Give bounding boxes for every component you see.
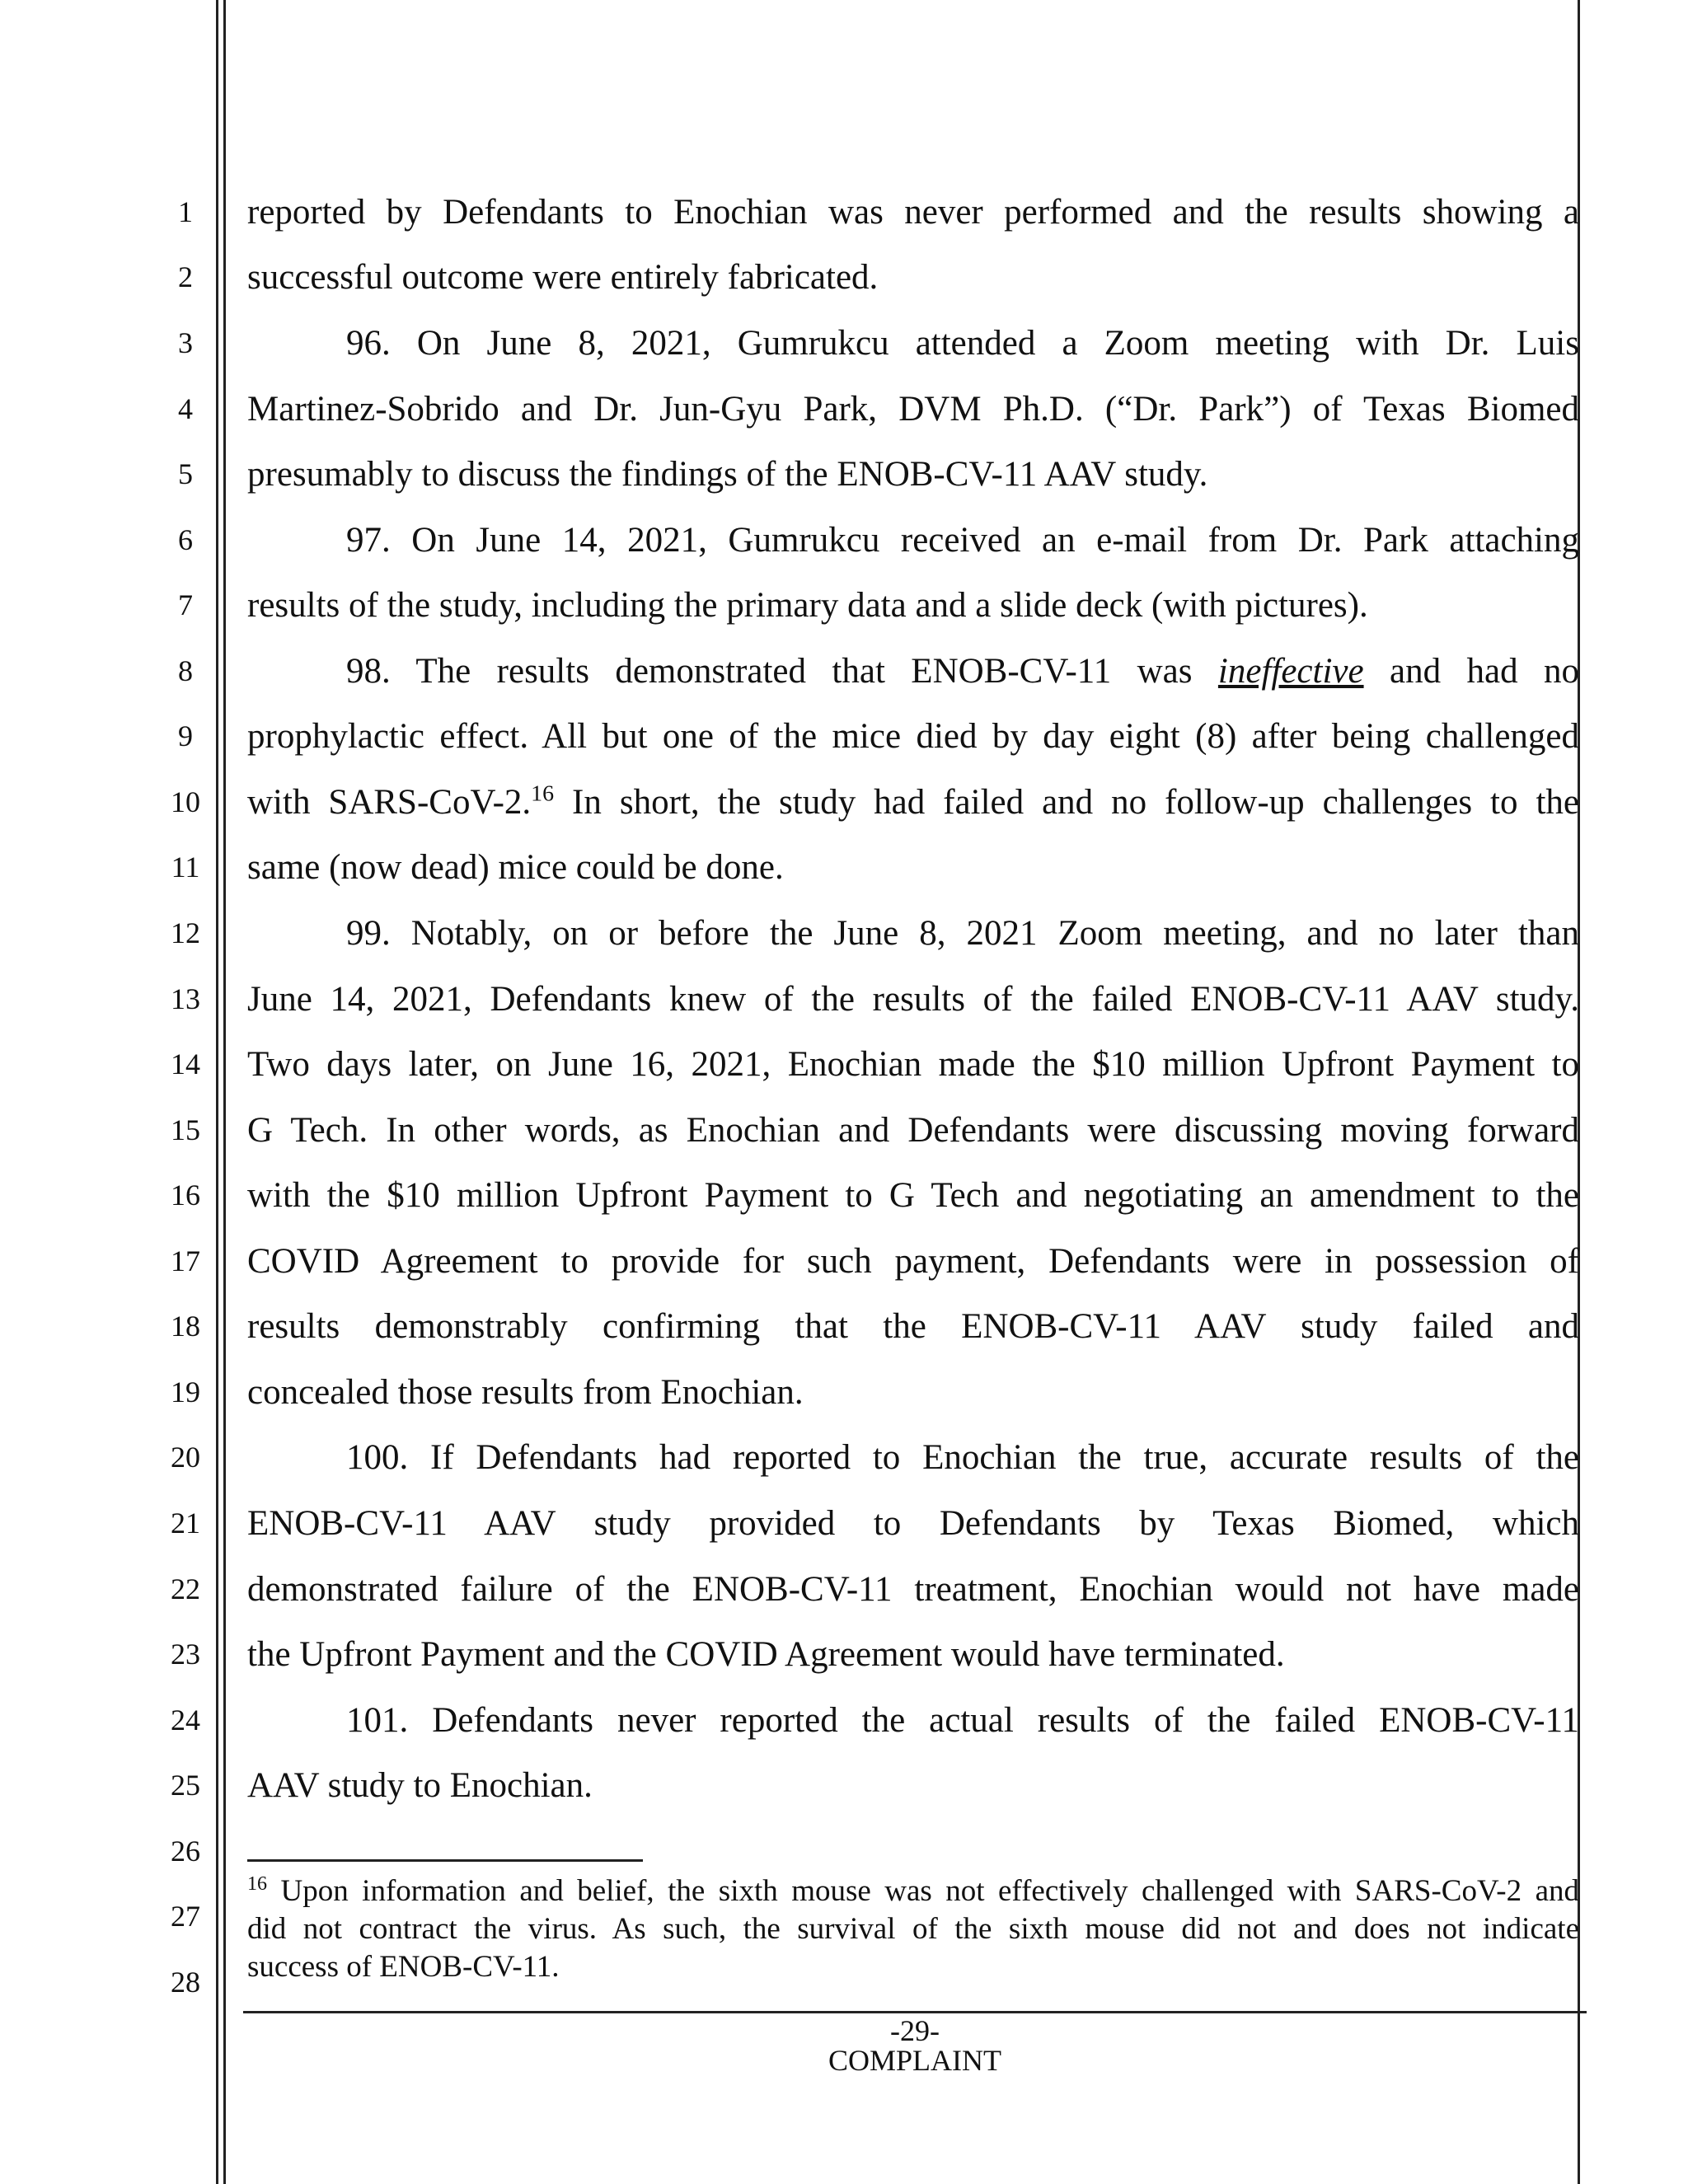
line-number: 10 (171, 785, 200, 818)
paragraph-98 (346, 650, 1579, 693)
text-line: concealed those results from Enochian. (247, 1373, 804, 1412)
page-number: -29- (890, 2014, 940, 2047)
footer-rule (243, 2011, 1587, 2013)
text-run: Upon information and belief, the sixth mouse was not effectively challenged with SARS-CoV-2 and (267, 1874, 1579, 1908)
document-title: COMPLAINT (828, 2044, 1001, 2077)
line-number: 3 (178, 326, 193, 359)
line-number: 18 (171, 1310, 200, 1343)
footnote-marker: 16 (247, 1872, 268, 1895)
text-run: with SARS-CoV-2. (247, 783, 532, 822)
text-line: Two days later, on June 16, 2021, Enochian made the $10 million Upfront Payment to (247, 1045, 1579, 1084)
paragraph-96: 96. On June 8, 2021, Gumrukcu attended a Zoom meeting with Dr. Luis (346, 324, 1579, 363)
footnote-line: did not contract the virus. As such, the survival of the sixth mouse did not and does not indicate (247, 1912, 1579, 1946)
line-number: 26 (171, 1835, 200, 1868)
text-line: results of the study, including the primary data and a slide deck (with pictures). (247, 586, 1368, 625)
footnote-line (247, 1872, 1579, 1910)
line-number: 17 (171, 1244, 200, 1277)
line-number: 4 (178, 392, 193, 425)
line-number: 24 (171, 1704, 200, 1736)
line-number: 8 (178, 654, 193, 687)
text-line: June 14, 2021, Defendants knew of the results of the failed ENOB-CV-11 AAV study. (247, 980, 1579, 1019)
text-line: Martinez-Sobrido and Dr. Jun-Gyu Park, DVM Ph.D. (“Dr. Park”) of Texas Biomed (247, 390, 1579, 429)
text-run: In short, the study had failed and no follow-up challenges to the (554, 783, 1580, 822)
footnote-line: success of ENOB-CV-11. (247, 1950, 560, 1984)
text-line: COVID Agreement to provide for such payment, Defendants were in possession of (247, 1242, 1579, 1281)
text-line: G Tech. In other words, as Enochian and Defendants were discussing moving forward (247, 1111, 1579, 1150)
line-number: 15 (171, 1113, 200, 1146)
text-line: the Upfront Payment and the COVID Agreement would have terminated. (247, 1635, 1285, 1674)
line-number: 27 (171, 1900, 200, 1933)
text-line: same (now dead) mice could be done. (247, 848, 784, 887)
footnote-separator (247, 1859, 643, 1862)
text-line: results demonstrably confirming that the ENOB-CV-11 AAV study failed and (247, 1307, 1579, 1346)
line-number: 7 (178, 588, 193, 621)
emphasis-ineffective: ineffective (1217, 652, 1364, 691)
text-line: presumably to discuss the findings of the ENOB-CV-11 AAV study. (247, 455, 1208, 494)
line-number: 11 (171, 851, 200, 883)
footnote-reference: 16 (531, 780, 555, 807)
text-line: AAV study to Enochian. (247, 1766, 593, 1805)
line-number: 21 (171, 1507, 200, 1540)
line-number: 14 (171, 1047, 200, 1080)
text-line: demonstrated failure of the ENOB-CV-11 treatment, Enochian would not have made (247, 1570, 1579, 1609)
text-run: and had no (1363, 652, 1580, 691)
line-number: 22 (171, 1572, 200, 1605)
paragraph-97: 97. On June 14, 2021, Gumrukcu received an e-mail from Dr. Park attaching (346, 521, 1579, 560)
paragraph-100: 100. If Defendants had reported to Enochian the true, accurate results of the (346, 1438, 1579, 1477)
text-line: ENOB-CV-11 AAV study provided to Defendants by Texas Biomed, which (247, 1504, 1579, 1543)
paragraph-101: 101. Defendants never reported the actual results of the failed ENOB-CV-11 (346, 1701, 1579, 1740)
line-number: 9 (178, 719, 193, 752)
left-margin-rule-inner (223, 0, 226, 2184)
line-number: 2 (178, 260, 193, 293)
line-number: 28 (171, 1966, 200, 1999)
text-line (247, 781, 1579, 824)
text-line: successful outcome were entirely fabricated. (247, 258, 879, 297)
line-number: 1 (178, 195, 193, 228)
line-number: 23 (171, 1638, 200, 1671)
text-line: prophylactic effect. All but one of the mice died by day eight (8) after being challenged (247, 717, 1579, 756)
line-number: 16 (171, 1179, 200, 1212)
line-number: 20 (171, 1441, 200, 1474)
line-number: 6 (178, 523, 193, 556)
line-number: 5 (178, 457, 193, 490)
line-number: 19 (171, 1376, 200, 1408)
line-number: 12 (171, 916, 200, 949)
text-line: with the $10 million Upfront Payment to G Tech and negotiating an amendment to the (247, 1176, 1579, 1215)
line-number: 25 (171, 1769, 200, 1802)
text-run: 98. The results demonstrated that ENOB-CV-11 was (346, 652, 1218, 691)
line-number: 13 (171, 982, 200, 1015)
paragraph-99: 99. Notably, on or before the June 8, 2021 Zoom meeting, and no later than (346, 914, 1579, 953)
text-line: reported by Defendants to Enochian was never performed and the results showing a (247, 193, 1579, 232)
left-margin-rule-outer (216, 0, 218, 2184)
